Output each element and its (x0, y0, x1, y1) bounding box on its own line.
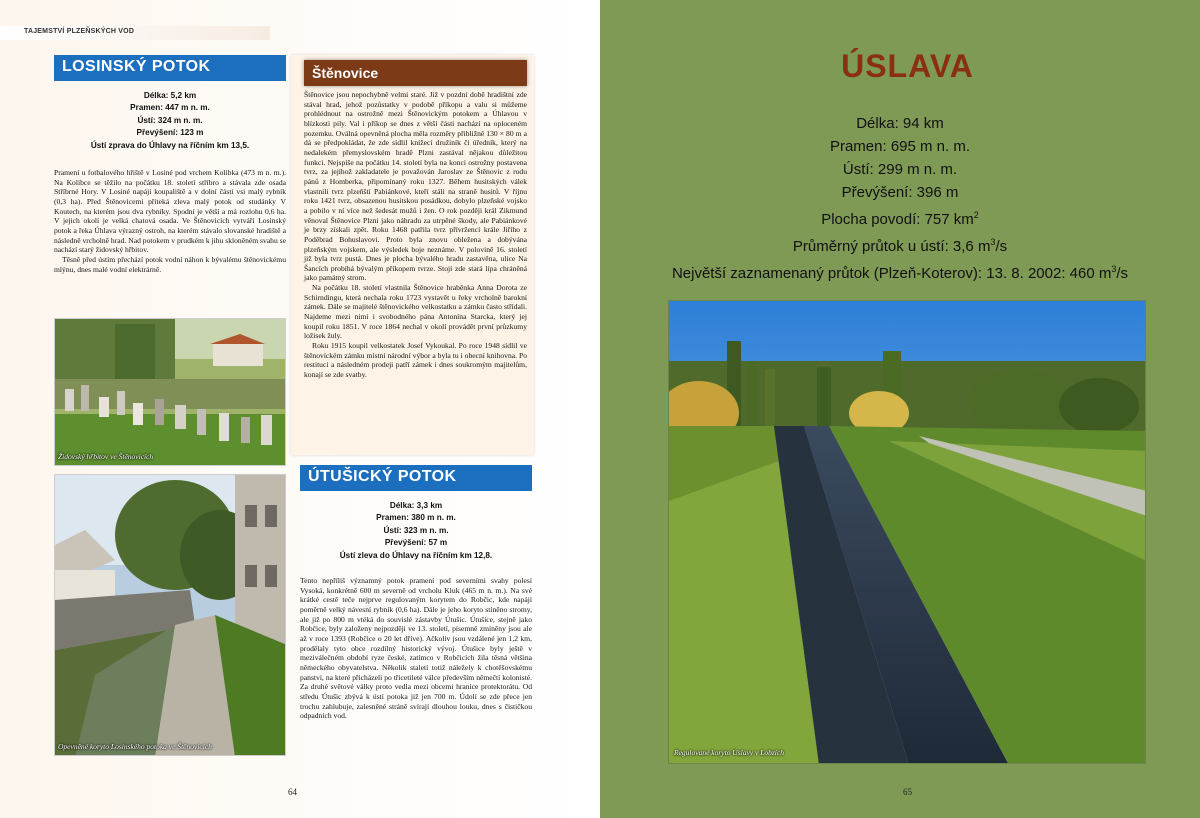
uslava-facts: Délka: 94 km Pramen: 695 m n. m. Ústí: 299 m n. m. Převýšení: 396 m Plocha povodí: 757 $km^2$ Průměrný průtok u ústí: 3,6 $m^3/s$ Největší zaznamenaný průtok (Plzeň-Koterov): 13. 8. 2002: 460 $m^3/s$ (671, 115, 1129, 282)
losinsky-text: Pramení u fotbalového hřiště v Losiné pod vrchem Kolibka (473 m n. m.). Na Kolibce se těžilo na počátku 18. století stříbro a stávala zde osada Stříbrné Hory. V Losiné napájí koupaliště a v dolní části vsi malý rybník (0,3 ha). Před Štěnovicemi přiteká zleva malý potok od studánky V Koutech, na kterém jsou dva rybníky. Spodní je větší a má rozlohu 0,6 ha. V jejich okolí je velká chatová osada. Ve Štěnovicích vytváří Losinský potok a řeka Úhlava výrazný ostroh, na kterém stávalo slovanské hradiště a následně vrcholně hrad. Nad potokem v prudkém k jihu skloněném svahu se nachází starý židovský hřbitov. Těsně před ústím přechází potok vodní náhon k bývalému štěnovickému mlýnu, dnes malé vodní elektrárně. (54, 168, 286, 274)
jewish-cemetery-photo (54, 318, 286, 466)
losinsky-facts: Délka: 5,2 km Pramen: 447 m n. m. Ústí: 324 m n. m. Převýšení: 123 m Ústí zprava do Úhlavy na říčním km 13,5. (90, 91, 250, 150)
utusicky-heading: ÚTUŠICKÝ POTOK (300, 465, 532, 491)
stenovice-text: Štěnovice jsou nepochybně velmi staré. Již v pozdní době hradištní zde stával hrad, jehož pozůstatky v podobě příkopu a valu si můžeme prohlédnout na ostrožně mezi Štěnovickým potokem a Úhlavou v blízkosti pily. Val i příkop se dnes z větší části nachází na oploceném pozemku. Oválná opevněná plocha měla rozměry přibližně 130 × 80 m a dá se předpokládat, že zde sídlil knížecí družiník či úředník, který na nedalekém přemyslovském hradě Plzni zastával nějakou důležitou funkci. Nejspíše na počátku 14. století byla na konci ostrožny postavena tvrz, za jejíhož zakladatele je považován Jaroslav ze Štěnovic z rodu pánů z Homberka, připomínaný roku 1327. Během husitských válek vlastnili tvrz plzeňští Pabiánkové, kteří stáli na straně husitů. V říjnu roku 1421 tvrz, obsazenou husitskou posádkou, dobylo plzeňské vojsko a pobilo v ní více než šedesát mužů i žen. O rok později král Zikmund věnoval Štěnovice Plzni jako náhradu za utrpěné škody, ale Pabiánkové je brzy získali zpět. Roku 1468 patřila tvrz přívržencí krále Jiřího z Poděbrad Bohuslavovi. Proto byla znovu obležena a dobývána plzeňským vojskem, ale výsledek boje neznáme. V polovině 16. století již byla tvrz pustá. Dnes je plocha bývalého hradu zastavěna, ulice Na Šancích probíhá bývalým příkopem tvrze. Stojí zde stará lípa chráněná jako památný strom. Na počátku 18. století vlastnila Štěnovice hraběnka Anna Dorota ze Schirndingu, která nechala roku 1723 vystavět u řeky vrcholně barokní zámek. Dále se majitelé štěnovického velkostatku a zámku často střídali. Najdeme mezi nimi i svobodného pána Antonína Starcka, který jej koupil roku 1851. V roce 1864 nechal v okolí provádět první průzkumy ložisek žuly. Roku 1915 koupil velkostatek Josef Vykoukal. Po roce 1948 sídlil ve štěnovickém zámku místní národní výbor a byla tu i obecní knihovna. Po restituci a následném prodeji patří zámek i dnes soukromým majitelům, konají se zde svatby. (304, 90, 527, 380)
page-number-left: 64 (288, 787, 297, 797)
losinsky-heading: LOSINSKÝ POTOK (54, 55, 286, 81)
creek-bed-photo (54, 474, 286, 756)
utusicky-text: Tento nepříliš významný potok pramení pod severními svahy polesí Vysoká, konkrétně 600 m severně od vrcholu Kluk (465 m n. m.). Na své krátké cestě teče nejprve regulovaným korytem do Robčic, kde napájí poměrně velký návesní rybník (0,6 ha). Dále je jeho koryto stíněno stromy, ale již po 800 m vtéká do souvislé zástavby Útušic. Útušice, stejně jako Robčice, byly založeny nejpozději ve 13. století, písemně zmíněny jsou ale až v roce 1393 (Robčice o 20 let dříve). Ačkoliv jsou vzdálené jen 1,2 km, prodělaly tyto obce rozdílný historický vývoj. Útušice byly ještě v meziválečném období ryze české, zatímco v Robčicích žila těsná většina německého obyvatelstva. Několik staletí totiž náležely k chotěšovskému panství, na které přicházeli po třicetileté válce především němečtí kolonisté. Za druhé světové války proto vedla mezi obcemi hranice protektorátu. Od středu Útušic zbývá k ústí potoka již jen 700 m. Údolí se zde přece jen trochu zahlubuje, zalesněné stráně svírají dlouhou louku, dnes s čističkou odpadních vod. (300, 576, 532, 721)
uslava-river-photo (668, 300, 1146, 764)
running-head: TAJEMSTVÍ PLZEŇSKÝCH VOD (0, 26, 270, 40)
stenovice-heading: Štěnovice (304, 60, 527, 86)
uslava-title: ÚSLAVA (841, 48, 974, 84)
utusicky-facts: Délka: 3,3 km Pramen: 380 m n. m. Ústí: 323 m n. m. Převýšení: 57 m Ústí zleva do Úhlavy na říčním km 12,8. (339, 501, 493, 560)
page-number-right: 65 (903, 787, 912, 797)
creek-bed-caption: Opevněné koryto Losinského potoka ve Štěnovicích (58, 742, 212, 751)
jewish-cemetery-caption: Židovský hřbitov ve Štěnovicích (58, 452, 154, 461)
uslava-photo-caption: Regulované koryto Úslavy v Lobzích (674, 748, 784, 757)
